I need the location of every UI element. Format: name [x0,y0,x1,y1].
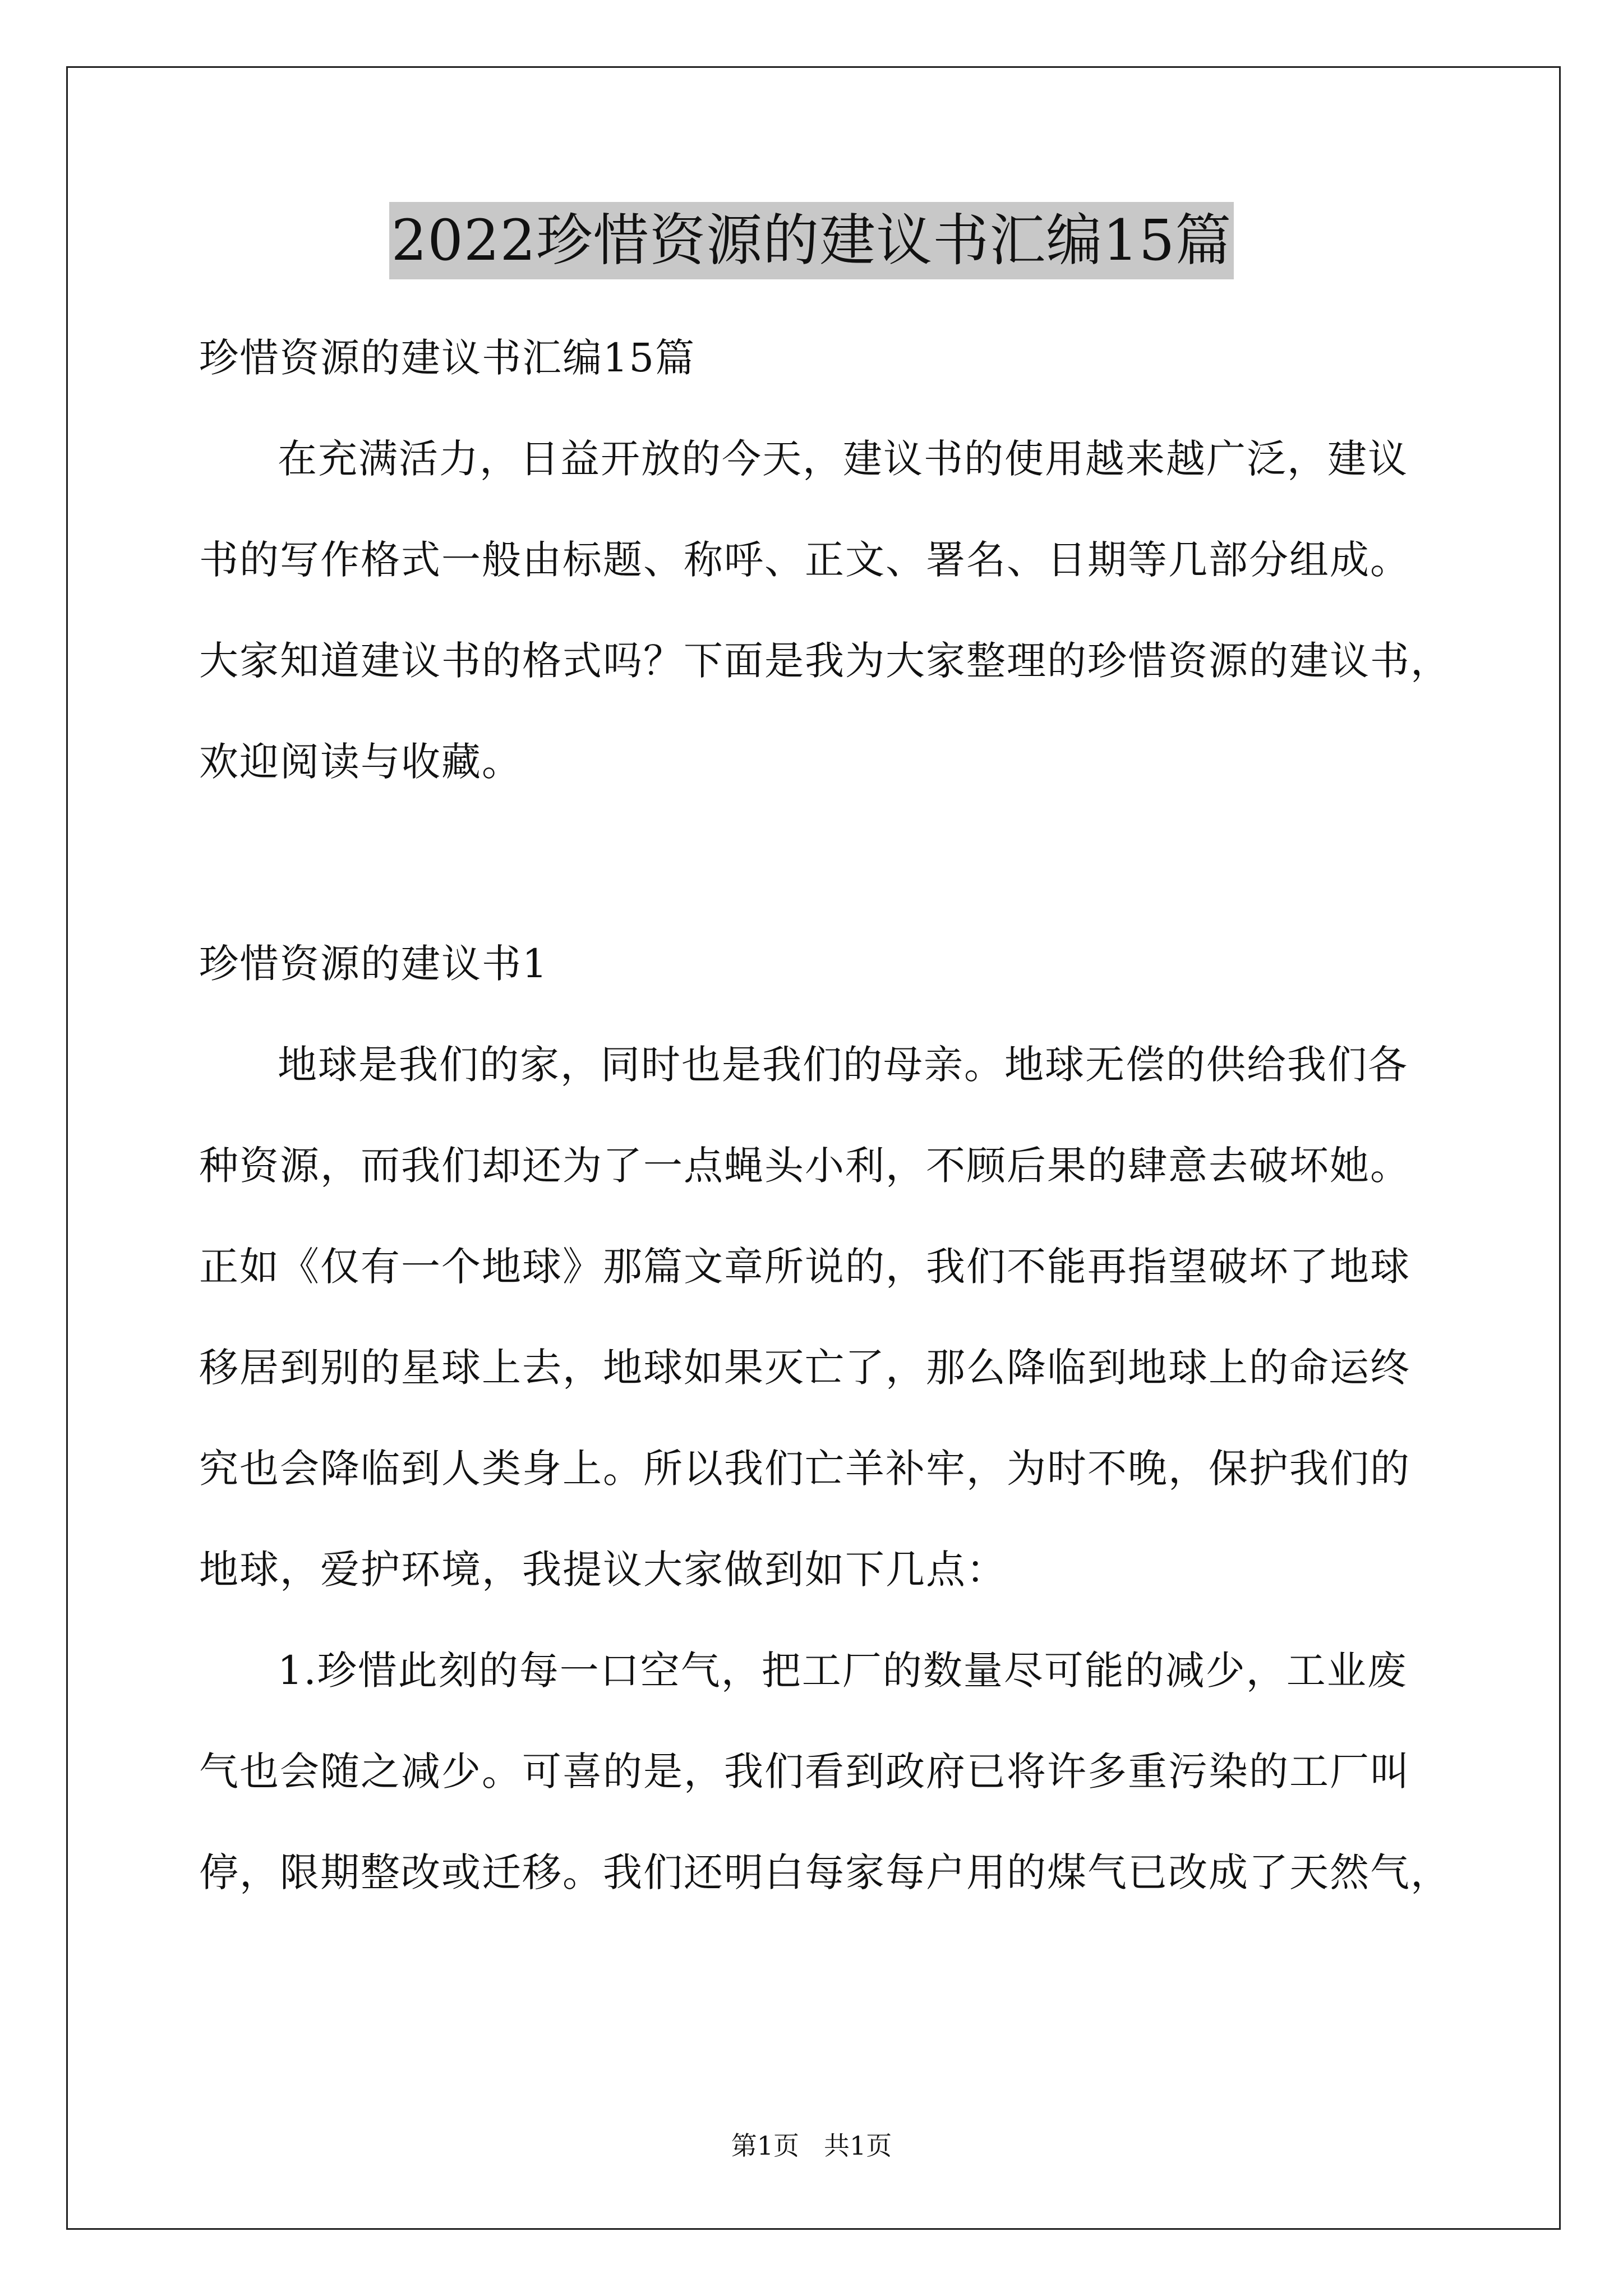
document-subtitle: 珍惜资源的建议书汇编15篇 [199,335,696,381]
document-body [199,307,1451,1923]
footer-gap [799,2131,824,2161]
paragraph-line: 1.珍惜此刻的每一口空气，把工厂的数量尽可能的减少，工业废 [278,1648,1408,1694]
document-title: 2022珍惜资源的建议书汇编15篇 [389,202,1234,279]
intro-line: 大家知道建议书的格式吗？下面是我为大家整理的珍惜资源的建议书， [199,638,1451,684]
section-heading: 珍惜资源的建议书1 [199,941,548,987]
blank-line [199,812,1433,913]
page-footer [0,2129,1623,2162]
title-wrap [0,202,1623,279]
paragraph-line: 地球是我们的家，同时也是我们的母亲。地球无偿的供给我们各 [278,1042,1408,1088]
paragraph-line: 移居到别的星球上去，地球如果灭亡了，那么降临到地球上的命运终 [199,1345,1410,1391]
paragraph-line: 正如《仅有一个地球》那篇文章所说的，我们不能再指望破坏了地球 [199,1244,1410,1290]
intro-line: 书的写作格式一般由标题、称呼、正文、署名、日期等几部分组成。 [199,537,1410,583]
paragraph-line: 种资源，而我们却还为了一点蝇头小利，不顾后果的肆意去破坏她。 [199,1143,1410,1189]
paragraph-line: 气也会随之减少。可喜的是，我们看到政府已将许多重污染的工厂叫 [199,1749,1410,1795]
paragraph-line: 究也会降临到人类身上。所以我们亡羊补牢，为时不晚，保护我们的 [199,1446,1410,1492]
page-total: 共1页 [823,2131,892,2161]
page-number: 第1页 [731,2131,800,2161]
paragraph-line: 地球，爱护环境，我提议大家做到如下几点： [199,1547,1007,1593]
paragraph-line: 停，限期整改或迁移。我们还明白每家每户用的煤气已改成了天然气， [199,1849,1451,1895]
intro-line: 欢迎阅读与收藏。 [199,739,522,785]
intro-line: 在充满活力，日益开放的今天，建议书的使用越来越广泛，建议 [278,436,1408,482]
